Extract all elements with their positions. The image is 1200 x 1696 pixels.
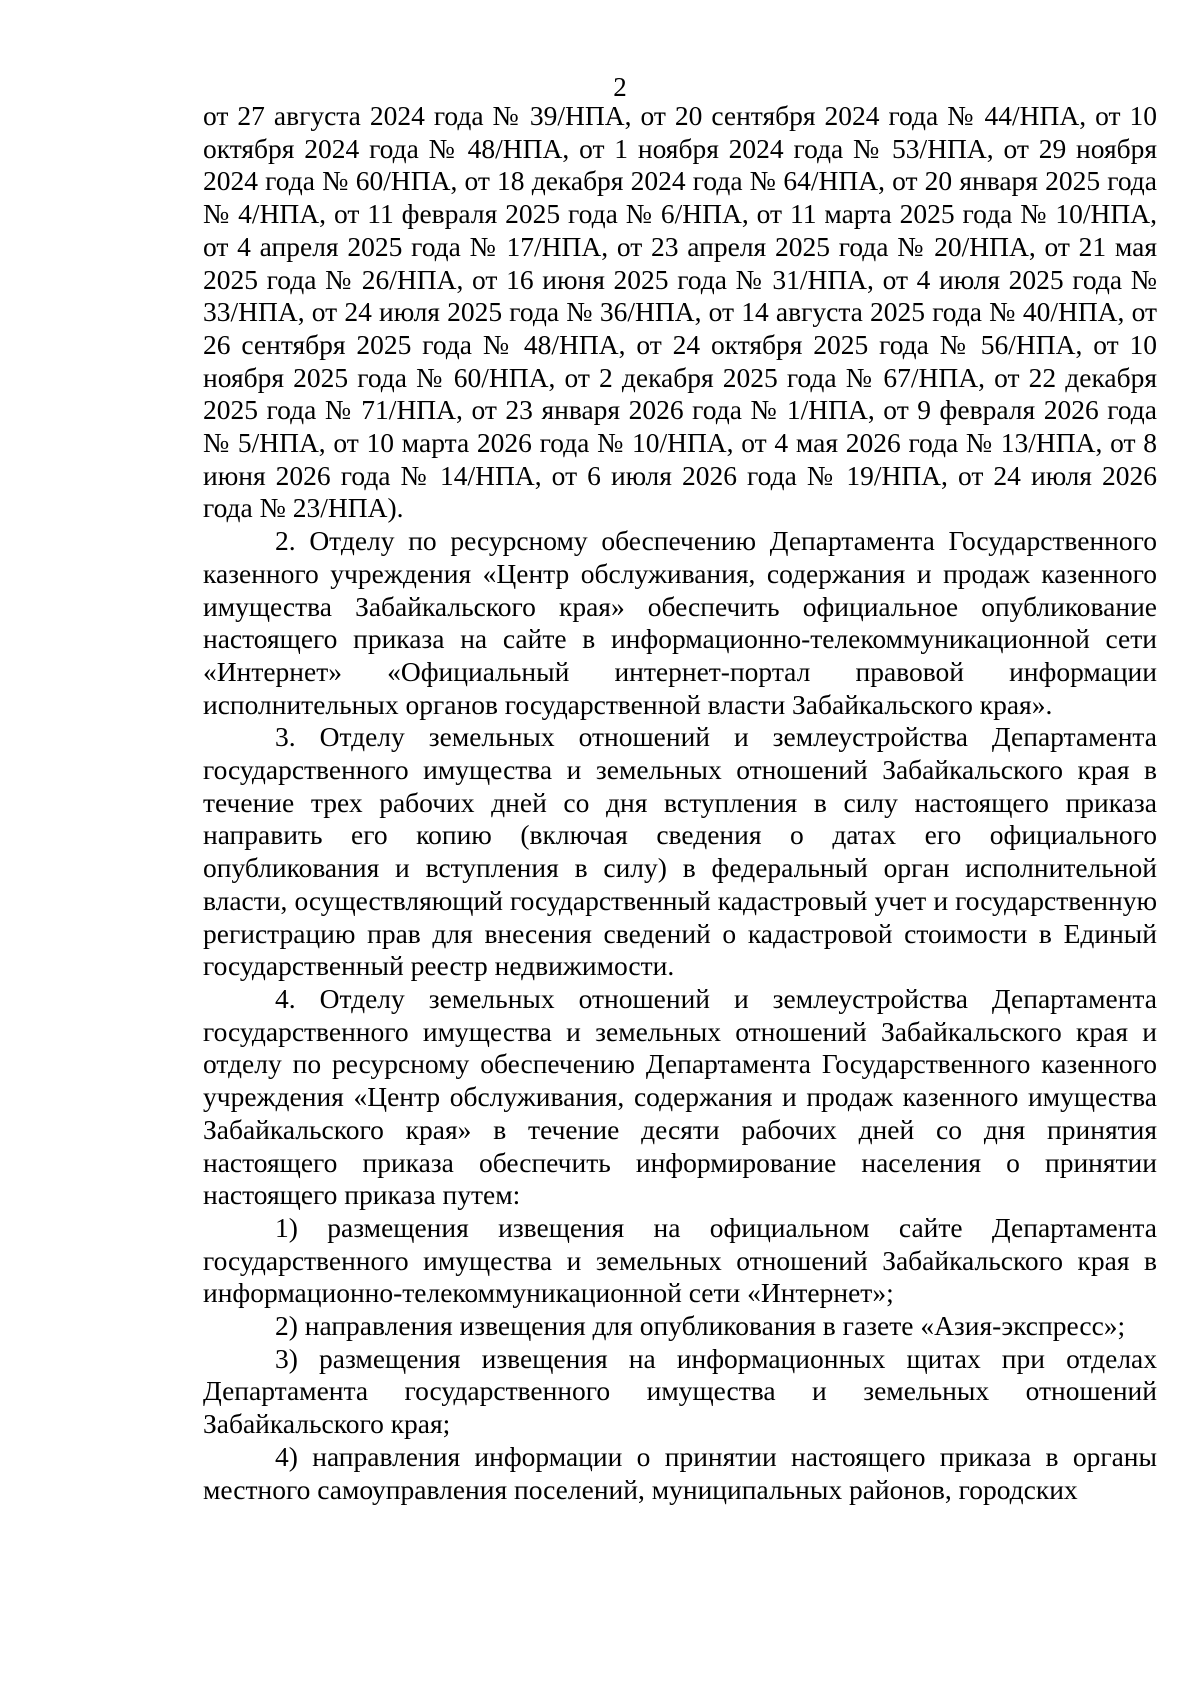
document-body (203, 100, 1157, 1506)
paragraph-item-3: 3. Отделу земельных отношений и землеустройства Департамента государственного имущества и земельных отношений Забайкальского края в течение трех рабочих дней со дня вступления в силу настоящего приказа направить его копию (включая сведения о датах его официального опубликования и вступления в силу) в федеральный орган исполнительной власти, осуществляющий государственный кадастровый учет и государственную регистрацию прав для внесения сведений о кадастровой стоимости в Единый государственный реестр недвижимости. (203, 721, 1157, 982)
paragraph-subitem-2: 2) направления извещения для опубликования в газете «Азия-экспресс»; (275, 1310, 1126, 1342)
paragraph-item-2: 2. Отделу по ресурсному обеспечению Департамента Государственного казенного учреждения «Центр обслуживания, содержания и продаж казенного имущества Забайкальского края» обеспечить официальное опубликование настоящего приказа на сайте в информационно-телекоммуникационной сети «Интернет» «Официальный интернет-портал правовой информации исполнительных органов государственной власти Забайкальского края». (203, 525, 1157, 720)
paragraph-amendments-list: от 27 августа 2024 года № 39/НПА, от 20 сентября 2024 года № 44/НПА, от 10 октября 2024 года № 48/НПА, от 1 ноября 2024 года № 53/НПА, от 29 ноября 2024 года № 60/НПА, от 18 декабря 2024 года № 64/НПА, от 20 января 2025 года № 4/НПА, от 11 февраля 2025 года № 6/НПА, от 11 марта 2025 года № 10/НПА, от 4 апреля 2025 года № 17/НПА, от 23 апреля 2025 года № 20/НПА, от 21 мая 2025 года № 26/НПА, от 16 июня 2025 года № 31/НПА, от 4 июля 2025 года № 33/НПА, от 24 июля 2025 года № 36/НПА, от 14 августа 2025 года № 40/НПА, от 26 сентября 2025 года № 48/НПА, от 24 октября 2025 года № 56/НПА, от 10 ноября 2025 года № 60/НПА, от 2 декабря 2025 года № 67/НПА, от 22 декабря 2025 года № 71/НПА, от 23 января 2026 года № 1/НПА, от 9 февраля 2026 года № 5/НПА, от 10 марта 2026 года № 10/НПА, от 4 мая 2026 года № 13/НПА, от 8 июня 2026 года № 14/НПА, от 6 июля 2026 года № 19/НПА, от 24 июля 2026 года № 23/НПА). (203, 100, 1157, 524)
paragraph-item-4: 4. Отделу земельных отношений и землеустройства Департамента государственного имущества и земельных отношений Забайкальского края и отделу по ресурсному обеспечению Департамента Государственного казенного учреждения «Центр обслуживания, содержания и продаж казенного имущества Забайкальского края» в течение десяти рабочих дней со дня принятия настоящего приказа обеспечить информирование населения о принятии настоящего приказа путем: (203, 982, 1157, 1211)
paragraph-subitem-3: 3) размещения извещения на информационных щитах при отделах Департамента государственного имущества и земельных отношений Забайкальского края; (203, 1342, 1157, 1440)
page-number: 2 (613, 72, 627, 102)
paragraph-subitem-4: 4) направления информации о принятии настоящего приказа в органы местного самоуправления поселений, муниципальных районов, городских (203, 1440, 1157, 1505)
paragraph-subitem-1: 1) размещения извещения на официальном сайте Департамента государственного имущества и земельных отношений Забайкальского края в информационно-телекоммуникационной сети «Интернет»; (203, 1211, 1157, 1309)
